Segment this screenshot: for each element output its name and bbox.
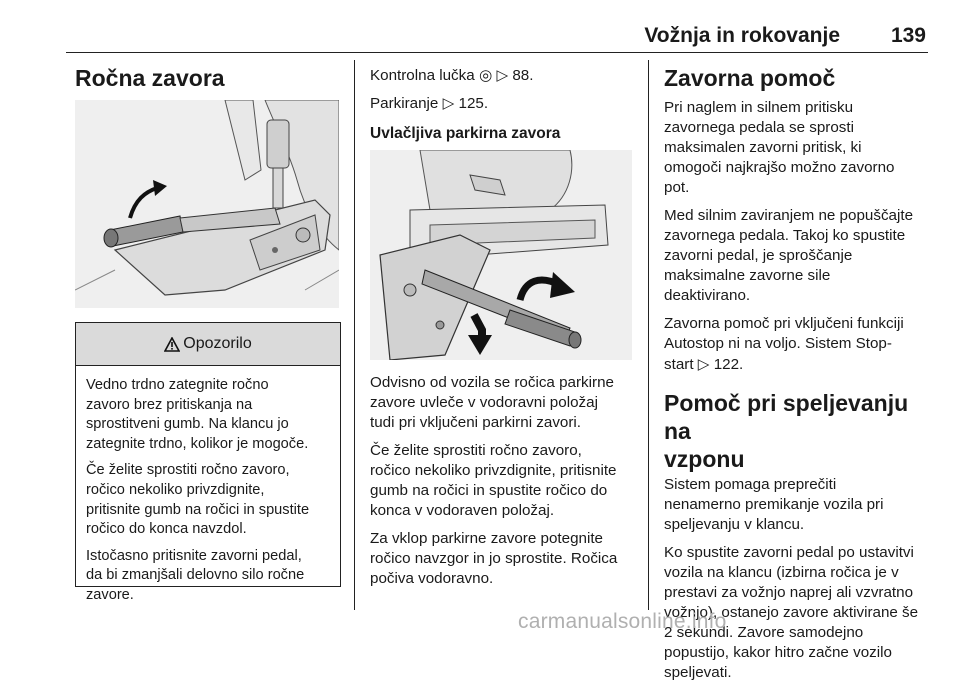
warning-paragraph: Če želite sprostiti ročno zavoro, ročico nekoliko privzdignite, pritisnite gumb na ročici in spustite ročico do konca navzdol. (86, 462, 310, 538)
column-divider-right (648, 60, 649, 610)
reference-line-parking (370, 93, 638, 114)
body-paragraph: Če želite sprostiti ročno zavoro, ročico nekoliko privzdignite, pritisnite gumb na ročici in spustite ročico do konca v vodoraven položaj. (370, 442, 617, 519)
retractable-brake-illustration (370, 150, 632, 360)
section-heading-hill-start-assist: Pomoč pri speljevanju na vzponu (664, 390, 909, 472)
warning-triangle-icon (164, 337, 180, 352)
left-column (75, 60, 343, 92)
column-divider-left (354, 60, 355, 610)
section-heading-brake-assist: Zavorna pomoč (664, 65, 836, 91)
reference-text: Kontrolna lučka (370, 67, 475, 84)
warning-body (76, 366, 340, 606)
warning-label: Opozorilo (183, 335, 252, 352)
body-paragraph: Za vklop parkirne zavore potegnite ročico navzgor in jo sprostite. Ročica počiva vodoravno. (370, 530, 618, 587)
body-paragraph: Ko spustite zavorni pedal po ustavitvi vozila na klancu (izbirna ročica je v prestavi za vožnjo naprej ali vzvratno vožnjo), ostanejo zavore aktivirane še 2 sekundi. Zavore samodejno popustijo, kakor hitro začne vozilo speljevati. (664, 544, 919, 681)
middle-body (370, 373, 638, 597)
middle-column (370, 60, 638, 144)
section-heading-hand-brake: Ročna zavora (75, 65, 225, 91)
body-text: Zavorna pomoč pri vključeni funkciji Autostop ni na voljo. Sistem Stop- start (664, 315, 904, 373)
page-header (66, 22, 928, 54)
page-reference[interactable]: 122. (713, 356, 744, 373)
subheading-retractable-brake: Uvlačljiva parkirna zavora (370, 125, 561, 142)
page-reference-icon: ▷ (496, 66, 509, 84)
body-paragraph: Med silnim zaviranjem ne popuščajte zavornega pedala. Takoj ko spustite zavorni pedal, je sproščanje maksimalne zavorne sile deaktivirano. (664, 207, 914, 304)
reference-line-indicator (370, 65, 638, 86)
right-column (664, 60, 934, 691)
page-reference[interactable]: 88. (512, 67, 534, 84)
watermark: carmanualsonline.info (518, 610, 727, 633)
reference-text: Parkiranje (370, 95, 439, 112)
warning-header (76, 323, 340, 366)
body-paragraph-autostop (664, 314, 934, 375)
warning-box (75, 322, 341, 603)
indicator-lamp-icon: ◎ (478, 66, 493, 84)
page-reference[interactable]: 125. (458, 95, 489, 112)
page-reference-icon: ▷ (697, 355, 710, 373)
hand-brake-illustration (75, 100, 339, 308)
section-title: Vožnja in rokovanje (644, 24, 840, 47)
page-reference-icon: ▷ (442, 94, 455, 112)
body-paragraph: Pri naglem in silnem pritisku zavornega pedala se sprosti maksimalen zavorni pritisk, ki omogoči najkrajšo možno zavorno pot. (664, 99, 895, 196)
warning-paragraph: Istočasno pritisnite zavorni pedal, da bi zmanjšali delovno silo ročne zavore. (86, 547, 305, 603)
body-paragraph: Sistem pomaga preprečiti nenamerno premikanje vozila pri speljevanju v klancu. (664, 476, 884, 533)
page-number: 139 (890, 24, 926, 47)
body-paragraph: Odvisno od vozila se ročica parkirne zavore uvleče v vodoravni položaj tudi pri vključeni parkirni zavori. (370, 374, 614, 431)
header-rule (66, 52, 928, 53)
warning-paragraph: Vedno trdno zategnite ročno zavoro brez pritiskanja na sprostitveni gumb. Na klancu jo zategnite trdno, kolikor je mogoče. (86, 377, 309, 452)
